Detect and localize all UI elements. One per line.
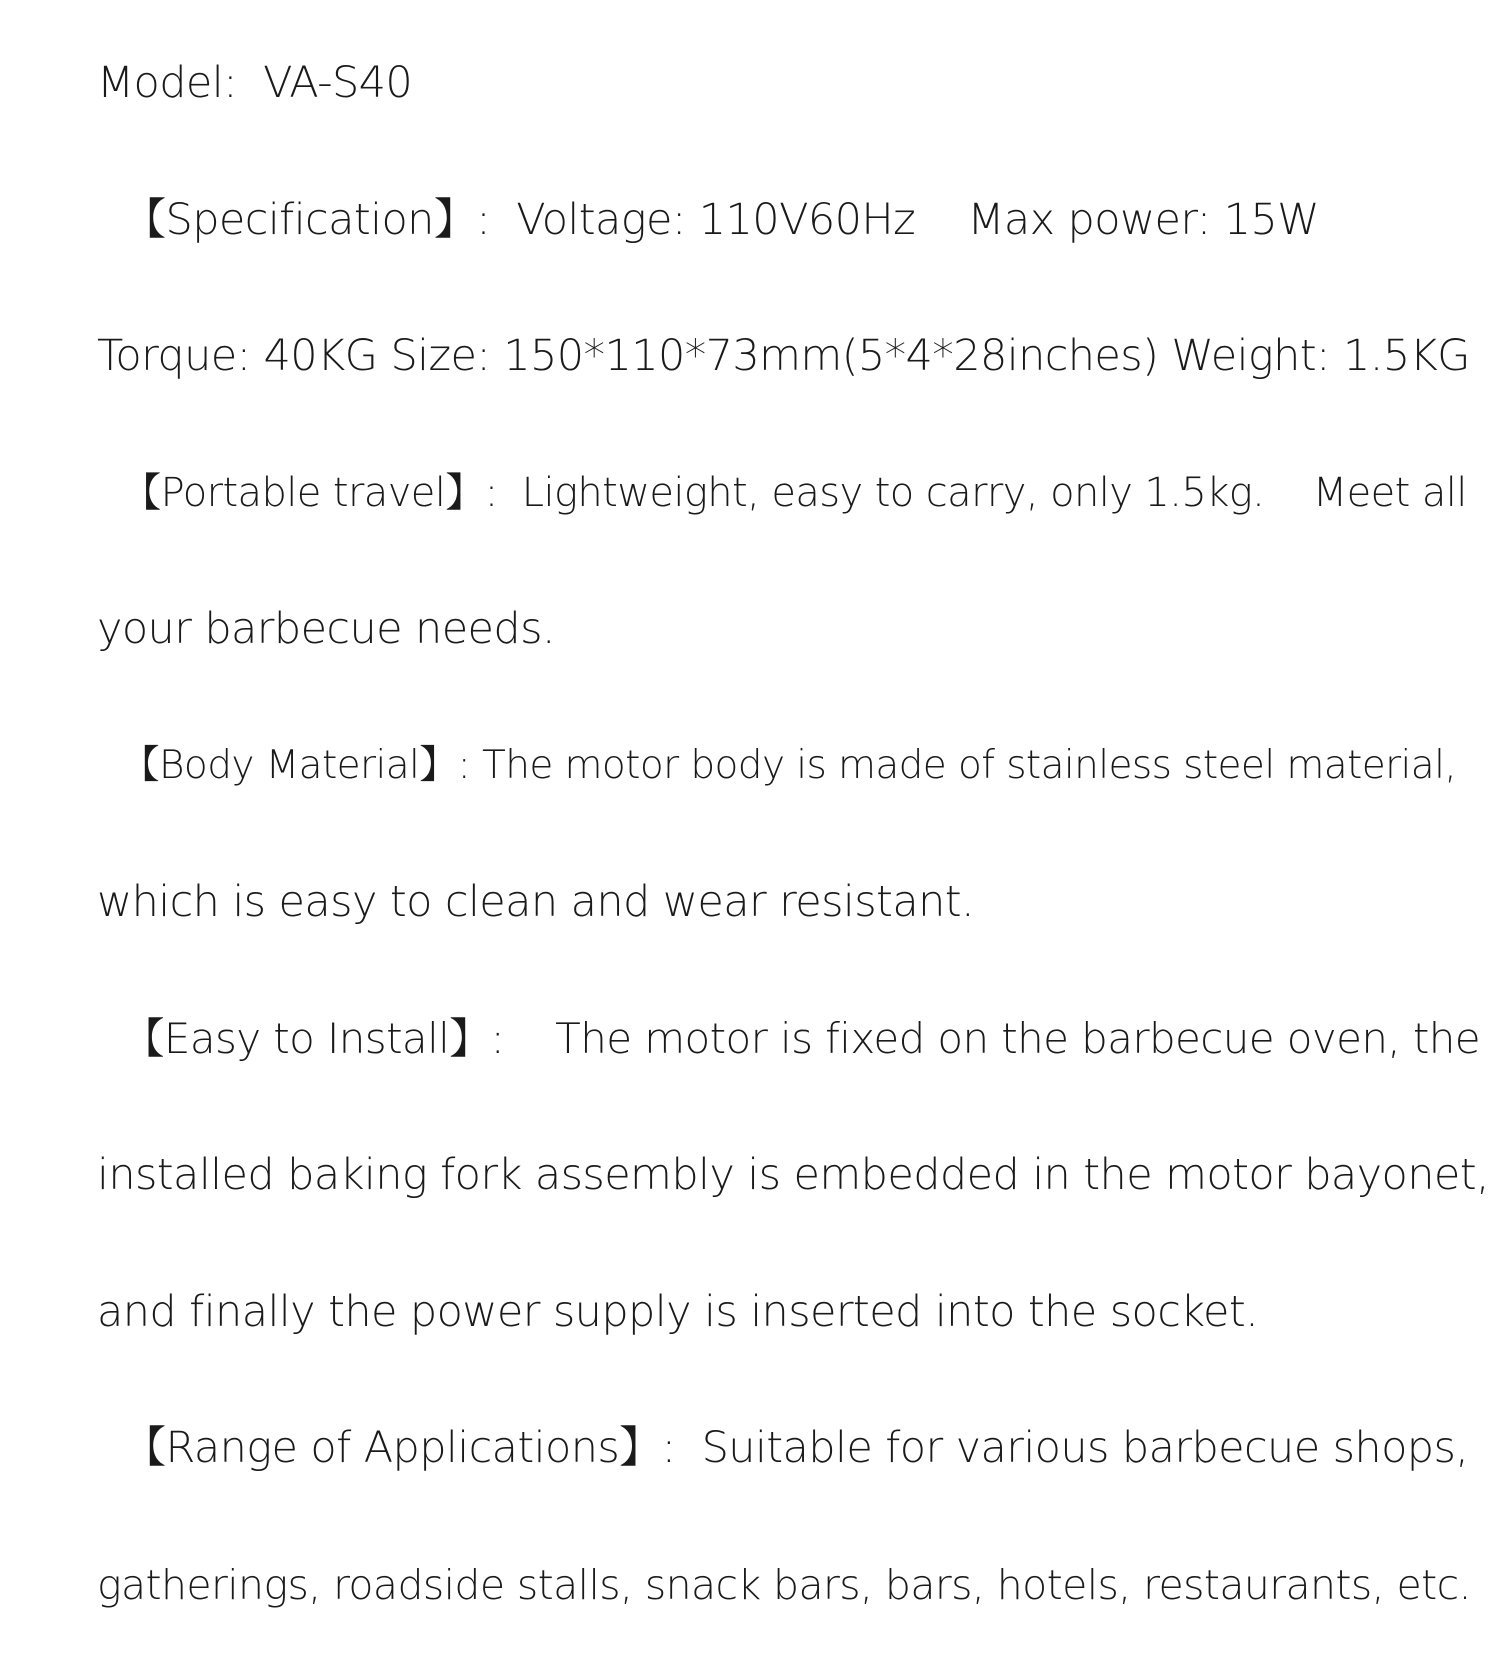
specification-details-line: Torque: 40KG Size: 150*110*73mm(5*4*28inches) Weight: 1.5KG xyxy=(97,331,1470,381)
body-material-cont-line: which is easy to clean and wear resistant. xyxy=(97,877,975,927)
easy-install-cont-line-2: and finally the power supply is inserted into the socket. xyxy=(97,1287,1259,1337)
specification-line: 【Specification】: Voltage: 110V60Hz Max power: 15W xyxy=(97,195,1320,245)
body-material-line: 【Body Material】: The motor body is made of stainless steel material, xyxy=(97,743,1457,788)
easy-install-cont-line-1: installed baking fork assembly is embedded in the motor bayonet, xyxy=(97,1150,1490,1200)
portable-travel-cont-line: your barbecue needs. xyxy=(97,604,555,654)
applications-cont-line: gatherings, roadside stalls, snack bars, bars, hotels, restaurants, etc. xyxy=(97,1561,1471,1609)
easy-install-line: 【Easy to Install】: The motor is fixed on the barbecue oven, the xyxy=(97,1014,1481,1063)
model-line: Model: VA-S40 xyxy=(97,58,413,108)
applications-line: 【Range of Applications】: Suitable for various barbecue shops, xyxy=(97,1423,1469,1473)
portable-travel-line: 【Portable travel】: Lightweight, easy to carry, only 1.5kg. Meet all xyxy=(97,470,1467,516)
